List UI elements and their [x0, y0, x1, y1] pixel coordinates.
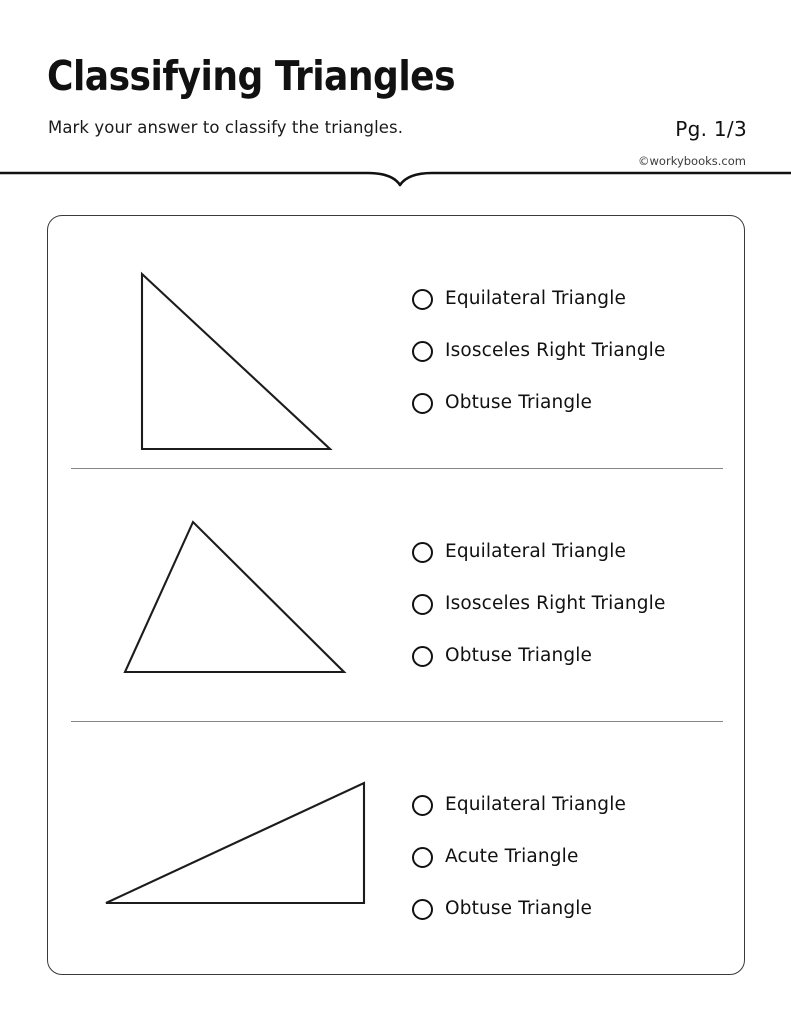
option-row[interactable]: [412, 578, 746, 630]
question-divider: [71, 721, 723, 722]
option-row[interactable]: [412, 630, 746, 682]
option-row[interactable]: [412, 526, 746, 578]
options-list-2: [403, 487, 746, 721]
options-list-1: [403, 234, 746, 468]
page-title: Classifying Triangles: [47, 52, 456, 100]
triangle-figure-3: [48, 740, 403, 974]
option-label: Obtuse Triangle: [445, 898, 593, 919]
option-label: Equilateral Triangle: [445, 794, 627, 815]
question-row: [48, 487, 746, 721]
option-row[interactable]: [412, 377, 746, 429]
option-row[interactable]: [412, 273, 746, 325]
options-list-3: [403, 740, 746, 974]
option-label: Isosceles Right Triangle: [445, 340, 666, 361]
questions-container: [47, 215, 745, 975]
option-label: Isosceles Right Triangle: [445, 593, 666, 614]
radio-button-icon[interactable]: [412, 899, 433, 920]
triangle-shape-2: [48, 487, 403, 721]
radio-button-icon[interactable]: [412, 646, 433, 667]
option-label: Obtuse Triangle: [445, 645, 593, 666]
radio-button-icon[interactable]: [412, 594, 433, 615]
triangle-shape-1: [48, 234, 403, 468]
triangle-shape-3: [48, 740, 403, 974]
question-row: [48, 740, 746, 974]
triangle-polygon: [142, 274, 330, 449]
question-row: [48, 234, 746, 468]
option-row[interactable]: [412, 883, 746, 935]
option-label: Acute Triangle: [445, 846, 579, 867]
radio-button-icon[interactable]: [412, 542, 433, 563]
triangle-figure-1: [48, 234, 403, 468]
triangle-figure-2: [48, 487, 403, 721]
option-label: Obtuse Triangle: [445, 392, 593, 413]
radio-button-icon[interactable]: [412, 393, 433, 414]
worksheet-header: [0, 0, 791, 178]
option-label: Equilateral Triangle: [445, 288, 627, 309]
option-row[interactable]: [412, 325, 746, 377]
radio-button-icon[interactable]: [412, 795, 433, 816]
triangle-polygon: [106, 783, 364, 903]
page-number: Pg. 1/3: [675, 117, 747, 141]
triangle-polygon: [125, 522, 344, 672]
radio-button-icon[interactable]: [412, 847, 433, 868]
instructions-text: Mark your answer to classify the triangles.: [48, 118, 404, 137]
radio-button-icon[interactable]: [412, 289, 433, 310]
radio-button-icon[interactable]: [412, 341, 433, 362]
option-row[interactable]: [412, 779, 746, 831]
question-divider: [71, 468, 723, 469]
option-row[interactable]: [412, 831, 746, 883]
copyright-credit: ©workybooks.com: [638, 154, 746, 168]
option-label: Equilateral Triangle: [445, 541, 627, 562]
header-divider-with-notch: [0, 162, 791, 188]
